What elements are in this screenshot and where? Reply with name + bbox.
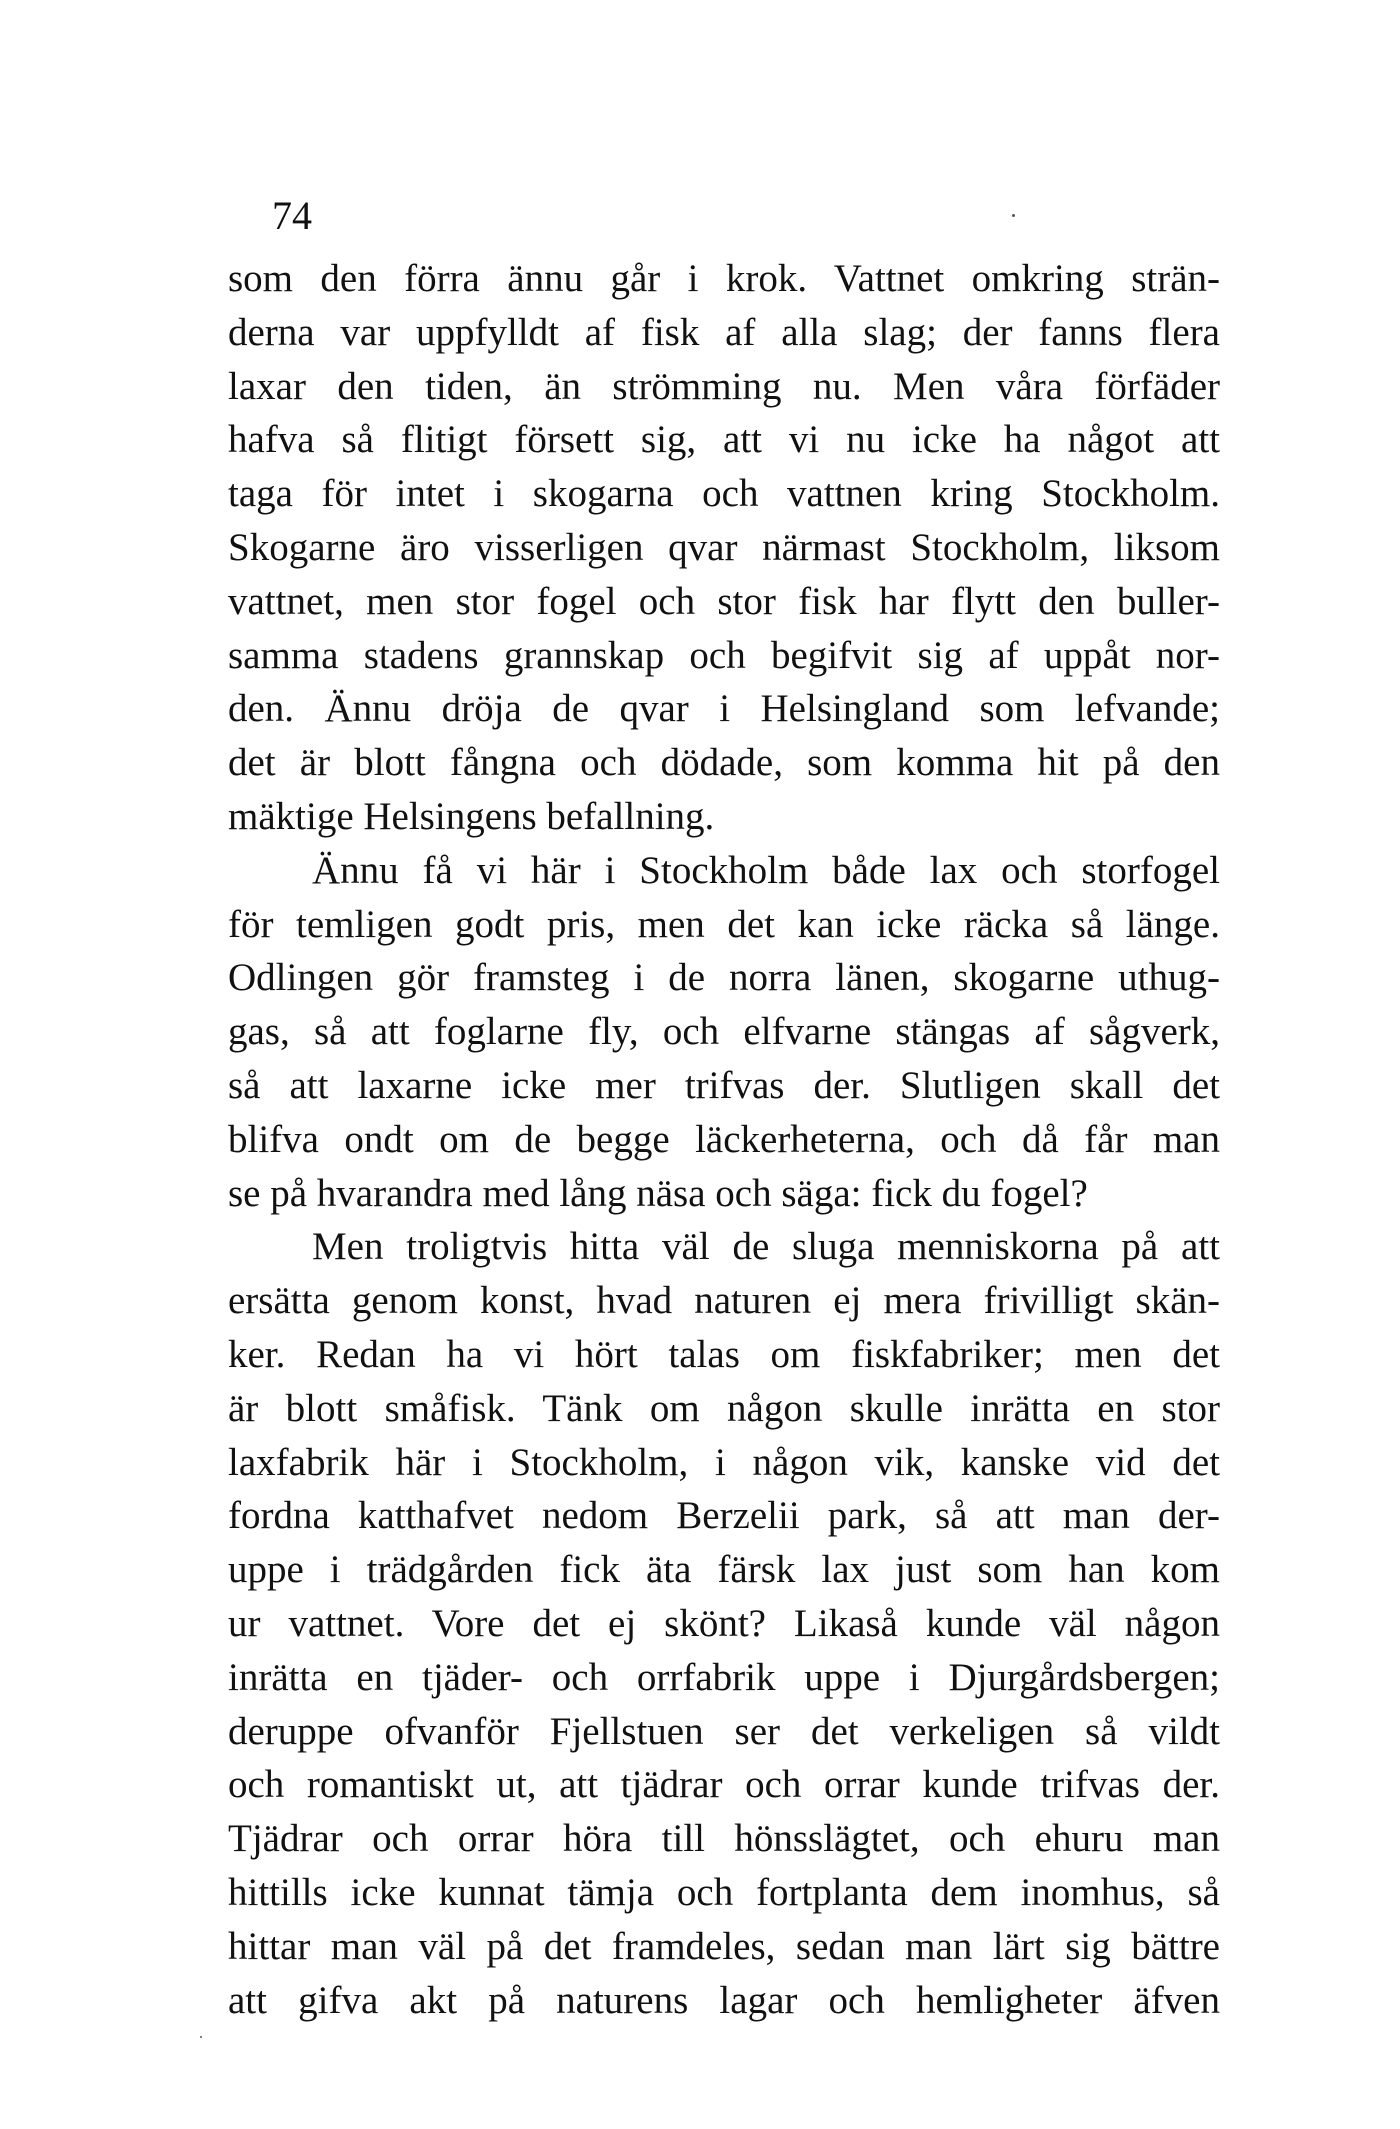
text-line: laxfabrik här i Stockholm, i någon vik, kanske vid det <box>228 1440 1220 1484</box>
body-text <box>228 252 1220 2027</box>
text-line: uppe i trädgården fick äta färsk lax just som han kom <box>228 1548 1220 1592</box>
text-line: fordna katthafvet nedom Berzelii park, så att man der- <box>228 1494 1220 1538</box>
text-line: som den förra ännu går i krok. Vattnet omkring strän- <box>228 257 1220 300</box>
page-number: 74 <box>272 193 312 238</box>
text-line: taga för intet i skogarna och vattnen kring Stockholm. <box>228 472 1220 516</box>
text-line: mäktige Helsingens befallning. <box>228 794 715 838</box>
paper-speck <box>200 2036 202 2038</box>
text-line: ur vattnet. Vore det ej skönt? Likaså kunde väl någon <box>228 1601 1220 1645</box>
text-line: deruppe ofvanför Fjellstuen ser det verkeligen så vildt <box>228 1709 1220 1753</box>
text-line: laxar den tiden, än strömming nu. Men våra förfäder <box>228 364 1220 408</box>
text-line: det är blott fångna och dödade, som komma hit på den <box>228 741 1220 785</box>
paper-speck <box>1012 214 1015 217</box>
text-line: Ännu få vi här i Stockholm både lax och storfogel <box>312 848 1220 892</box>
text-line: samma stadens grannskap och begifvit sig af uppåt nor- <box>228 633 1220 677</box>
text-line: och romantiskt ut, att tjädrar och orrar kunde trifvas der. <box>228 1763 1220 1807</box>
text-line: för temligen godt pris, men det kan icke räcka så länge. <box>228 902 1220 946</box>
text-line: vattnet, men stor fogel och stor fisk har flytt den buller- <box>228 579 1220 623</box>
text-line: ker. Redan ha vi hört talas om fiskfabriker; men det <box>228 1332 1220 1376</box>
text-line: hittar man väl på det framdeles, sedan man lärt sig bättre <box>228 1924 1220 1968</box>
text-line: hittills icke kunnat tämja och fortplanta dem inomhus, så <box>228 1870 1220 1914</box>
text-line: se på hvarandra med lång näsa och säga: fick du fogel? <box>228 1171 1088 1215</box>
text-line: blifva ondt om de begge läckerheterna, och då får man <box>228 1117 1220 1161</box>
text-line: Odlingen gör framsteg i de norra länen, skogarne uthug- <box>228 956 1220 1000</box>
text-line: gas, så att foglarne fly, och elfvarne stängas af sågverk, <box>228 1010 1220 1054</box>
text-line: Men troligtvis hitta väl de sluga menniskorna på att <box>312 1225 1220 1269</box>
text-line: Tjädrar och orrar höra till hönsslägtet, och ehuru man <box>228 1817 1220 1861</box>
text-line: ersätta genom konst, hvad naturen ej mera frivilligt skän- <box>228 1279 1220 1323</box>
text-line: inrätta en tjäder- och orrfabrik uppe i Djurgårdsbergen; <box>228 1655 1220 1699</box>
text-line: hafva så flitigt försett sig, att vi nu icke ha något att <box>228 418 1220 462</box>
text-line: att gifva akt på naturens lagar och hemligheter äfven <box>228 1978 1220 2022</box>
text-line: derna var uppfylldt af fisk af alla slag; der fanns flera <box>228 310 1220 354</box>
text-line: så att laxarne icke mer trifvas der. Slutligen skall det <box>228 1063 1220 1107</box>
text-line: Skogarne äro visserligen qvar närmast Stockholm, liksom <box>228 525 1220 569</box>
text-line: är blott småfisk. Tänk om någon skulle inrätta en stor <box>228 1386 1220 1430</box>
text-line: den. Ännu dröja de qvar i Helsingland som lefvande; <box>228 687 1220 731</box>
